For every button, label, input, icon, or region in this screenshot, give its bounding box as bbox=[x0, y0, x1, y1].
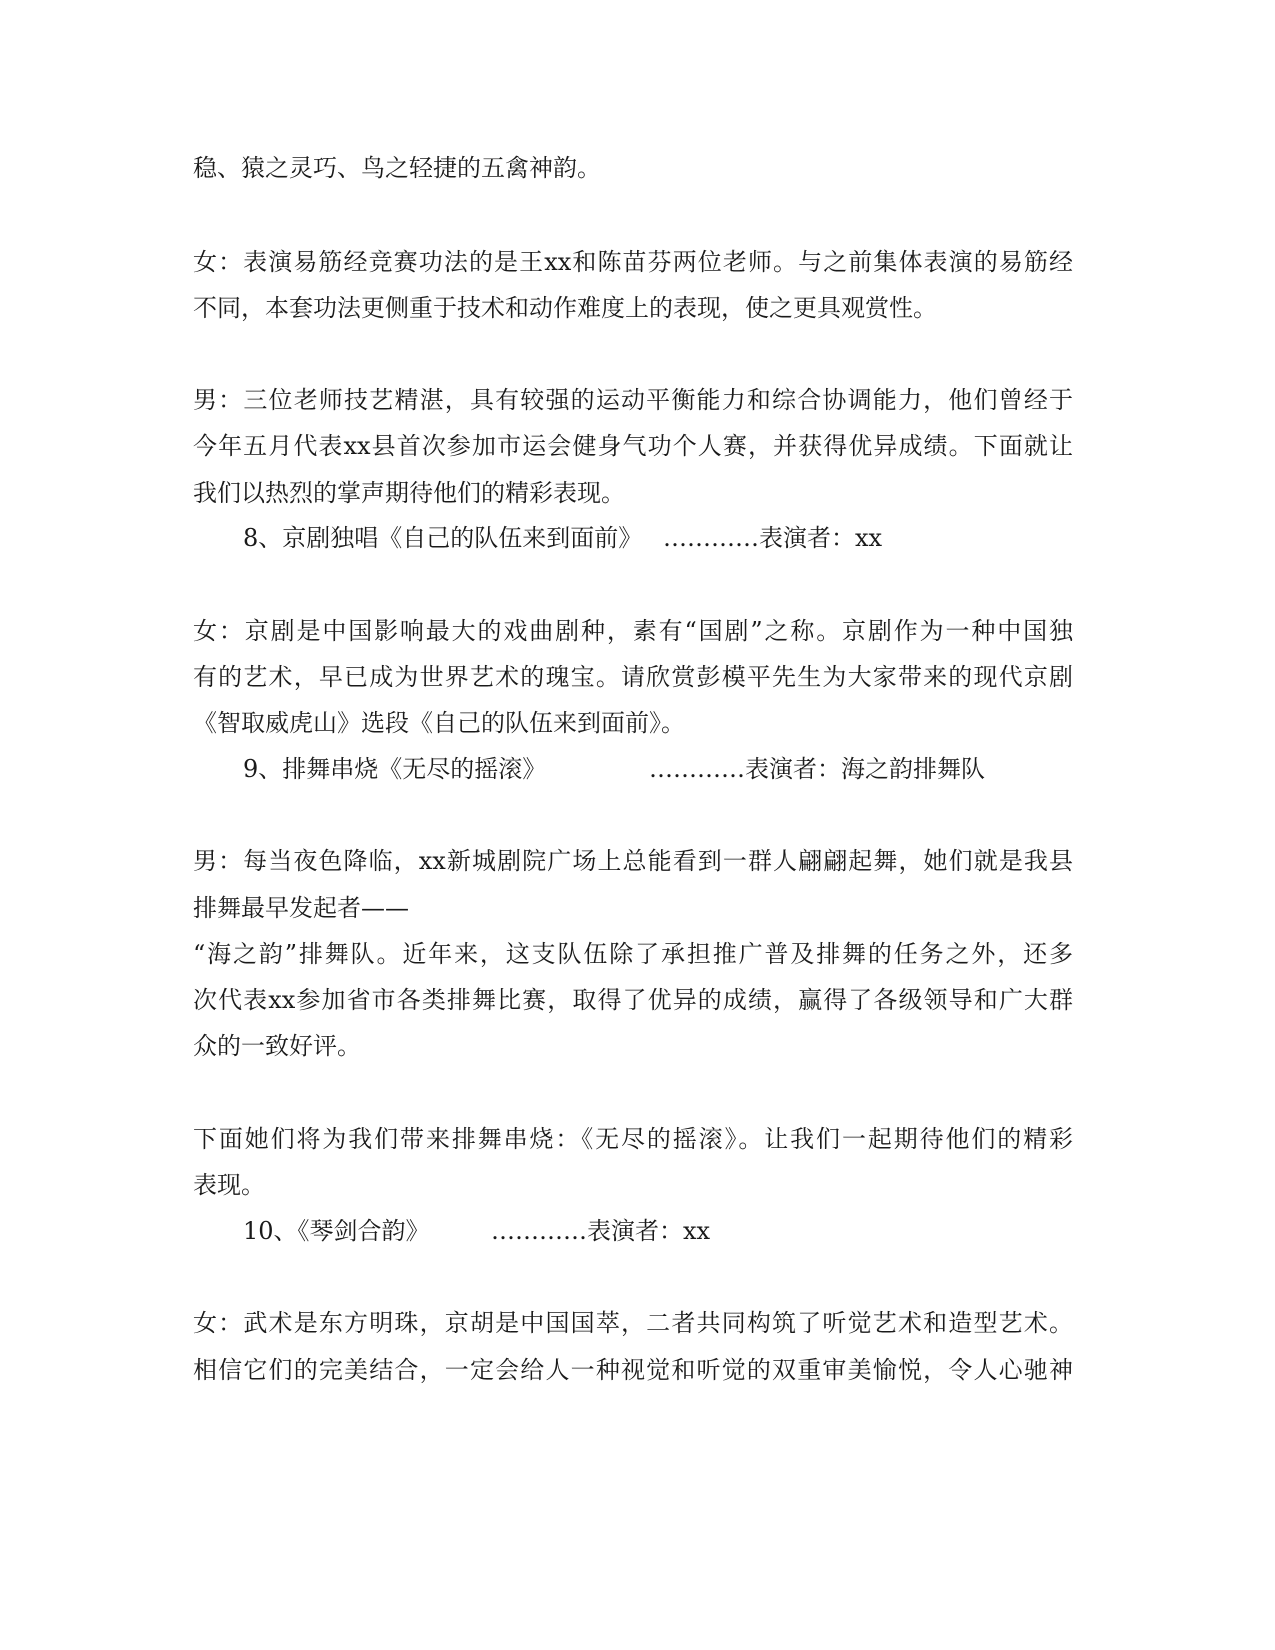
paragraph-line: 《智取威虎山》选段《自己的队伍来到面前》。 bbox=[193, 709, 685, 737]
paragraph-line: 女：京剧是中国影响最大的戏曲剧种，素有“国剧”之称。京剧作为一种中国独 bbox=[193, 617, 1073, 645]
program-item bbox=[243, 522, 883, 554]
program-item-performer: …………表演者：海之韵排舞队 bbox=[649, 755, 985, 783]
paragraph-line: 男：每当夜色降临，xx新城剧院广场上总能看到一群人翩翩起舞，她们就是我县 bbox=[193, 847, 1073, 875]
paragraph-line: 排舞最早发起者—— bbox=[193, 894, 409, 922]
program-item-title: 8、京剧独唱《自己的队伍来到面前》 bbox=[243, 524, 643, 552]
paragraph-line: “海之韵”排舞队。近年来，这支队伍除了承担推广普及排舞的任务之外，还多 bbox=[193, 940, 1073, 968]
program-item bbox=[243, 753, 985, 785]
program-item bbox=[243, 1215, 711, 1247]
program-item-performer: …………表演者：xx bbox=[663, 524, 883, 552]
program-item-performer: …………表演者：xx bbox=[491, 1217, 711, 1245]
paragraph-line: 次代表xx参加省市各类排舞比赛，取得了优异的成绩，赢得了各级领导和广大群 bbox=[193, 986, 1073, 1014]
paragraph-line: 我们以热烈的掌声期待他们的精彩表现。 bbox=[193, 479, 625, 507]
paragraph-line: 不同，本套功法更侧重于技术和动作难度上的表现，使之更具观赏性。 bbox=[193, 294, 937, 322]
paragraph-line: 众的一致好评。 bbox=[193, 1032, 361, 1060]
program-item-title: 9、排舞串烧《无尽的摇滚》 bbox=[243, 755, 547, 783]
paragraph-line: 相信它们的完美结合，一定会给人一种视觉和听觉的双重审美愉悦，令人心驰神 bbox=[193, 1356, 1073, 1384]
paragraph-line: 下面她们将为我们带来排舞串烧：《无尽的摇滚》。让我们一起期待他们的精彩 bbox=[193, 1125, 1073, 1153]
program-item-title: 10、《琴剑合韵》 bbox=[243, 1217, 430, 1245]
paragraph-line: 有的艺术，早已成为世界艺术的瑰宝。请欣赏彭模平先生为大家带来的现代京剧 bbox=[193, 663, 1073, 691]
paragraph-line: 今年五月代表xx县首次参加市运会健身气功个人赛，并获得优异成绩。下面就让 bbox=[193, 432, 1073, 460]
paragraph-line: 女：表演易筋经竞赛功法的是王xx和陈苗芬两位老师。与之前集体表演的易筋经 bbox=[193, 248, 1073, 276]
paragraph-line: 稳、猿之灵巧、鸟之轻捷的五禽神韵。 bbox=[193, 154, 601, 182]
paragraph-line: 女：武术是东方明珠，京胡是中国国萃，二者共同构筑了听觉艺术和造型艺术。 bbox=[193, 1309, 1073, 1337]
paragraph-line: 男：三位老师技艺精湛，具有较强的运动平衡能力和综合协调能力，他们曾经于 bbox=[193, 386, 1073, 414]
paragraph-line: 表现。 bbox=[193, 1171, 265, 1199]
